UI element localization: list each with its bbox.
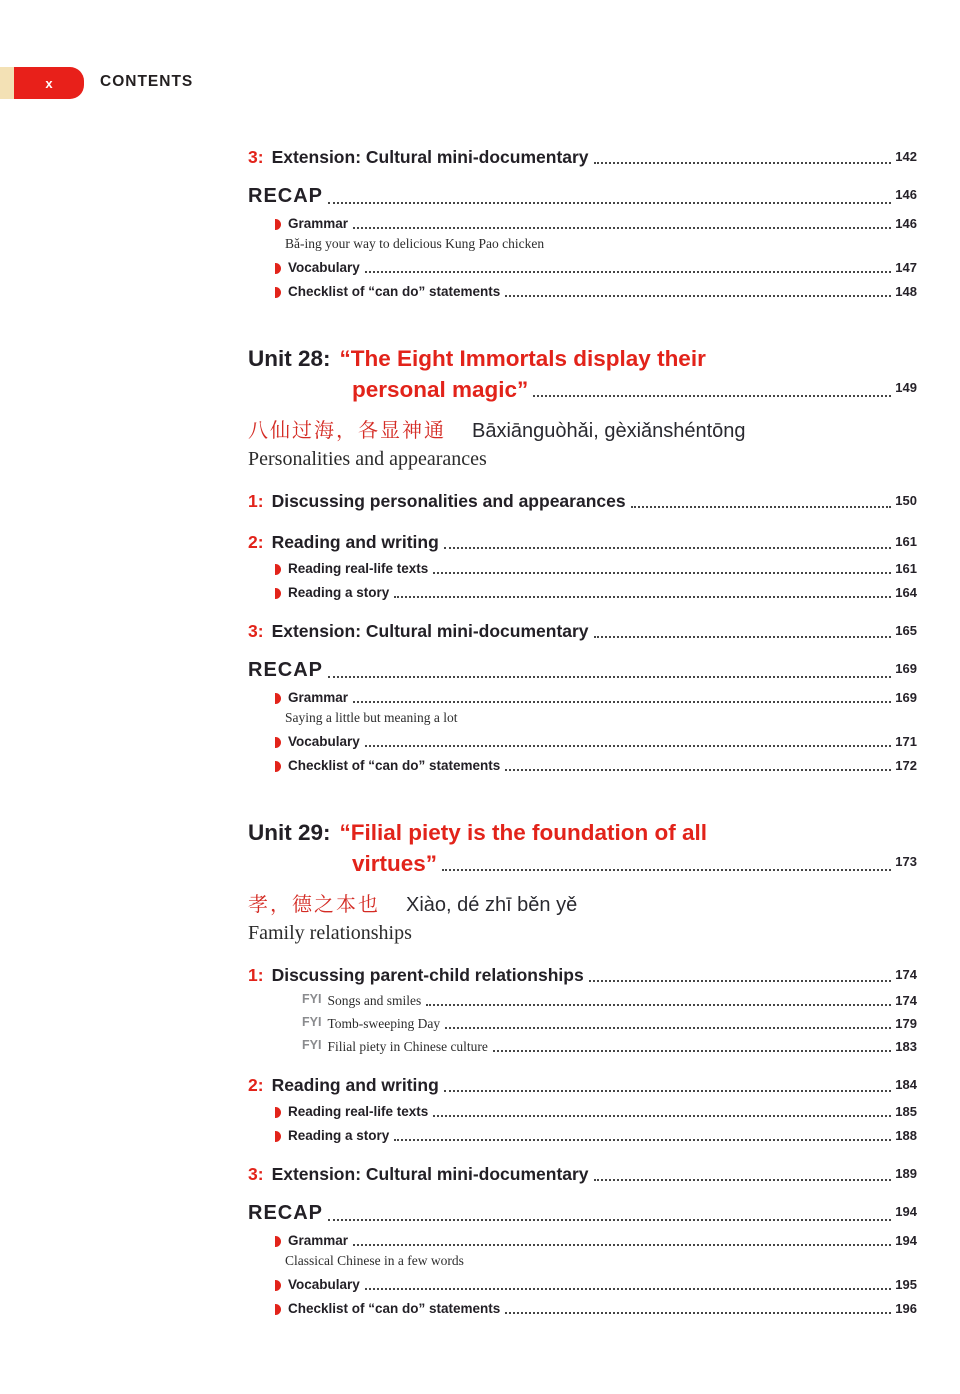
dot-leader xyxy=(328,1219,891,1221)
dot-leader xyxy=(444,547,892,549)
page-number: 194 xyxy=(895,1204,917,1219)
toc-section-row xyxy=(248,1073,917,1097)
toc-unit-block xyxy=(248,819,917,945)
toc-section-row xyxy=(248,963,917,987)
recap-title: RECAP xyxy=(248,659,324,681)
unit-chinese-text: 八仙过海，各显神通 xyxy=(248,420,446,442)
sub-item-title: Checklist of “can do” statements xyxy=(288,758,501,773)
dot-leader xyxy=(533,395,891,397)
page-number: 174 xyxy=(895,993,917,1008)
unit-title-line2 xyxy=(248,374,917,404)
dot-leader xyxy=(444,1090,892,1092)
section-title: Reading and writing xyxy=(271,1075,439,1095)
sub-item-title: Grammar xyxy=(288,1233,349,1248)
dot-leader xyxy=(505,1312,891,1314)
section-number: 2: xyxy=(248,532,264,552)
dot-leader xyxy=(594,162,892,164)
fyi-label: FYI xyxy=(302,992,322,1006)
dot-leader xyxy=(365,271,892,273)
toc-recap-row xyxy=(248,1199,917,1226)
toc-note-row xyxy=(248,1251,917,1270)
dot-leader xyxy=(394,596,891,598)
dot-leader xyxy=(445,1027,891,1029)
toc-recap-row xyxy=(248,182,917,209)
dot-leader xyxy=(631,506,892,508)
toc-fyi-row xyxy=(248,990,917,1010)
toc-sub-row xyxy=(248,1126,917,1145)
toc-sub-row xyxy=(248,282,917,301)
page-number: 146 xyxy=(895,216,917,231)
page-number-tab xyxy=(0,67,84,99)
sub-item-title: Checklist of “can do” statements xyxy=(288,284,501,299)
bullet-icon xyxy=(275,287,281,298)
page-number: 146 xyxy=(895,187,917,202)
page-number: 164 xyxy=(895,585,917,600)
sub-item-title: Checklist of “can do” statements xyxy=(288,1301,501,1316)
section-title: Discussing personalities and appearances xyxy=(271,491,626,511)
sub-item-title: Reading a story xyxy=(288,585,390,600)
unit-subtitle: Personalities and appearances xyxy=(248,448,487,470)
toc-sub-row xyxy=(248,583,917,602)
section-title: Reading and writing xyxy=(271,532,439,552)
page-number: 173 xyxy=(895,854,917,869)
unit-title-line1 xyxy=(248,345,917,373)
fyi-title: Songs and smiles xyxy=(327,993,422,1008)
page-number: 148 xyxy=(895,284,917,299)
dot-leader xyxy=(442,869,891,871)
unit-quote-line2: personal magic” xyxy=(352,377,529,402)
toc-fyi-row xyxy=(248,1013,917,1033)
sub-item-title: Reading real-life texts xyxy=(288,1104,429,1119)
recap-title: RECAP xyxy=(248,185,324,207)
bullet-icon xyxy=(275,1280,281,1291)
toc-section-row xyxy=(248,619,917,643)
note-text: Classical Chinese in a few words xyxy=(285,1253,464,1268)
toc-unit-block xyxy=(248,345,917,471)
toc-sub-row xyxy=(248,1275,917,1294)
page-number: 147 xyxy=(895,260,917,275)
fyi-title: Tomb-sweeping Day xyxy=(327,1016,441,1031)
toc-sub-row xyxy=(248,559,917,578)
section-number: 3: xyxy=(248,621,264,641)
bullet-icon xyxy=(275,588,281,599)
dot-leader xyxy=(505,295,891,297)
page-number: 172 xyxy=(895,758,917,773)
page-number: 195 xyxy=(895,1277,917,1292)
toc-note-row xyxy=(248,234,917,253)
dot-leader xyxy=(594,1179,892,1181)
section-title: Extension: Cultural mini-documentary xyxy=(271,147,589,167)
unit-number-label: Unit 28: xyxy=(248,346,331,371)
dot-leader xyxy=(594,636,892,638)
unit-subtitle: Family relationships xyxy=(248,922,412,944)
dot-leader xyxy=(353,227,891,229)
sub-item-title: Reading a story xyxy=(288,1128,390,1143)
toc-section-row xyxy=(248,1162,917,1186)
dot-leader xyxy=(589,980,892,982)
unit-title-line1 xyxy=(248,819,917,847)
bullet-icon xyxy=(275,737,281,748)
dot-leader xyxy=(433,572,891,574)
toc-sub-row xyxy=(248,1299,917,1318)
page-tab-cream-strip xyxy=(0,67,14,99)
bullet-icon xyxy=(275,1107,281,1118)
bullet-icon xyxy=(275,693,281,704)
toc-sub-row xyxy=(248,732,917,751)
page-number: 161 xyxy=(895,561,917,576)
note-text: Saying a little but meaning a lot xyxy=(285,710,458,725)
sub-item-title: Grammar xyxy=(288,216,349,231)
toc-sub-row xyxy=(248,214,917,233)
sub-item-title: Reading real-life texts xyxy=(288,561,429,576)
toc-sub-row xyxy=(248,756,917,775)
section-number: 3: xyxy=(248,147,264,167)
fyi-label: FYI xyxy=(302,1015,322,1029)
bullet-icon xyxy=(275,1236,281,1247)
dot-leader xyxy=(365,1288,892,1290)
page-number: 169 xyxy=(895,690,917,705)
sub-item-title: Vocabulary xyxy=(288,1277,360,1292)
toc-section-row xyxy=(248,145,917,169)
bullet-icon xyxy=(275,564,281,575)
unit-quote-line1: “The Eight Immortals display their xyxy=(339,346,706,371)
dot-leader xyxy=(365,745,892,747)
fyi-label: FYI xyxy=(302,1038,322,1052)
section-number: 2: xyxy=(248,1075,264,1095)
page-number-roman: x xyxy=(45,75,53,91)
section-title: Extension: Cultural mini-documentary xyxy=(271,1164,589,1184)
unit-chinese-row xyxy=(248,414,917,443)
page-number: 161 xyxy=(895,534,917,549)
toc-sub-row xyxy=(248,1102,917,1121)
recap-title: RECAP xyxy=(248,1202,324,1224)
bullet-icon xyxy=(275,219,281,230)
page-number: 165 xyxy=(895,623,917,638)
page-number: 150 xyxy=(895,493,917,508)
page-number: 196 xyxy=(895,1301,917,1316)
page-number: 142 xyxy=(895,149,917,164)
dot-leader xyxy=(328,202,891,204)
sub-item-title: Vocabulary xyxy=(288,260,360,275)
page-number: 183 xyxy=(895,1039,917,1054)
fyi-title: Filial piety in Chinese culture xyxy=(327,1039,488,1054)
dot-leader xyxy=(433,1115,891,1117)
page-tab-red-badge xyxy=(14,67,84,99)
bullet-icon xyxy=(275,1304,281,1315)
page-number: 179 xyxy=(895,1016,917,1031)
unit-chinese-text: 孝，德之本也 xyxy=(248,894,380,916)
unit-chinese-row xyxy=(248,888,917,917)
unit-number-label: Unit 29: xyxy=(248,820,331,845)
toc-sub-row xyxy=(248,1231,917,1250)
page-number: 194 xyxy=(895,1233,917,1248)
sub-item-title: Grammar xyxy=(288,690,349,705)
toc-fyi-row xyxy=(248,1036,917,1056)
dot-leader xyxy=(394,1139,891,1141)
unit-title-line2 xyxy=(248,848,917,878)
page-number: 188 xyxy=(895,1128,917,1143)
page-number: 189 xyxy=(895,1166,917,1181)
section-title: Extension: Cultural mini-documentary xyxy=(271,621,589,641)
unit-quote-line2: virtues” xyxy=(352,851,438,876)
dot-leader xyxy=(353,1244,891,1246)
toc-note-row xyxy=(248,708,917,727)
sub-item-title: Vocabulary xyxy=(288,734,360,749)
dot-leader xyxy=(328,676,891,678)
unit-pinyin-text: Xiào, dé zhī běn yě xyxy=(406,894,578,916)
toc-section-row xyxy=(248,489,917,513)
page-number: 184 xyxy=(895,1077,917,1092)
toc-section-row xyxy=(248,530,917,554)
bullet-icon xyxy=(275,761,281,772)
toc-list xyxy=(248,128,917,1318)
unit-quote-line1: “Filial piety is the foundation of all xyxy=(339,820,708,845)
bullet-icon xyxy=(275,263,281,274)
toc-sub-row xyxy=(248,688,917,707)
unit-pinyin-text: Bāxiānguòhǎi, gèxiǎnshéntōng xyxy=(472,420,746,442)
note-text: Bǎ-ing your way to delicious Kung Pao chicken xyxy=(285,236,545,251)
dot-leader xyxy=(493,1050,891,1052)
toc-recap-row xyxy=(248,656,917,683)
section-number: 3: xyxy=(248,1164,264,1184)
page-number: 185 xyxy=(895,1104,917,1119)
page-number: 171 xyxy=(895,734,917,749)
toc-sub-row xyxy=(248,258,917,277)
bullet-icon xyxy=(275,1131,281,1142)
page-number: 174 xyxy=(895,967,917,982)
dot-leader xyxy=(505,769,891,771)
contents-heading: CONTENTS xyxy=(100,73,194,90)
section-number: 1: xyxy=(248,965,264,985)
page-number: 169 xyxy=(895,661,917,676)
dot-leader xyxy=(353,701,891,703)
dot-leader xyxy=(426,1004,891,1006)
page-number: 149 xyxy=(895,380,917,395)
section-title: Discussing parent-child relationships xyxy=(271,965,584,985)
section-number: 1: xyxy=(248,491,264,511)
